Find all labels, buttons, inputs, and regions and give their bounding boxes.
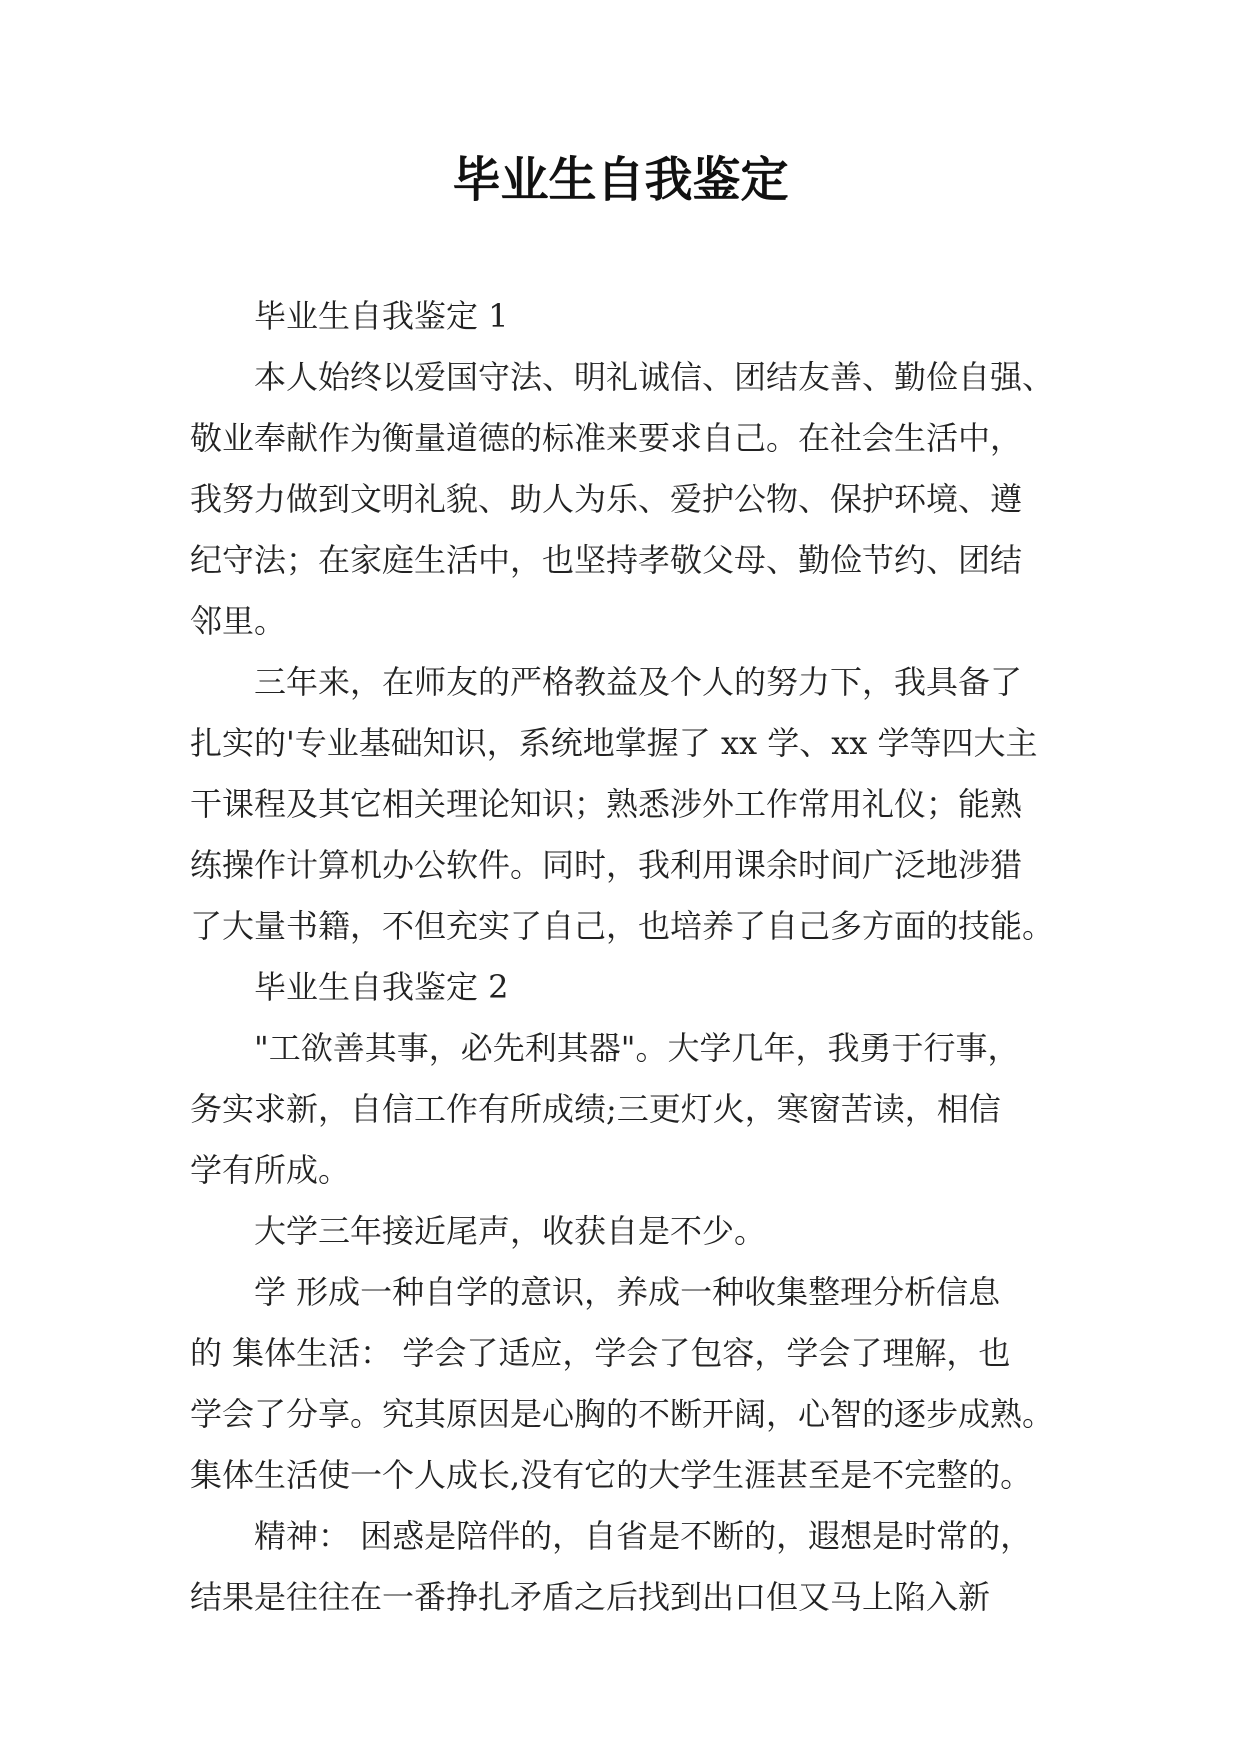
paragraph-line: 的 集体生活： 学会了适应，学会了包容，学会了理解，也 — [190, 1334, 1011, 1372]
paragraph-line: 集体生活使一个人成长,没有它的大学生涯甚至是不完整的。 — [190, 1456, 1033, 1494]
paragraph-line: 了大量书籍，不但充实了自己，也培养了自己多方面的技能。 — [190, 907, 1055, 945]
paragraph-line: 务实求新，自信工作有所成绩;三更灯火，寒窗苦读，相信 — [190, 1090, 1001, 1128]
section-heading-2: 毕业生自我鉴定 2 — [254, 968, 509, 1006]
paragraph-line: 精神： 困惑是陪伴的，自省是不断的，遐想是时常的， — [254, 1517, 1033, 1555]
document-title: 毕业生自我鉴定 — [452, 152, 789, 208]
paragraph-line: 三年来，在师友的严格教益及个人的努力下，我具备了 — [254, 663, 1023, 701]
paragraph-line: 邻里。 — [190, 602, 287, 640]
paragraph-line: 大学三年接近尾声，收获自是不少。 — [254, 1212, 767, 1250]
paragraph-line: 学会了分享。究其原因是心胸的不断开阔，心智的逐步成熟。 — [190, 1395, 1055, 1433]
document-body — [190, 286, 1060, 1628]
paragraph-line: 学有所成。 — [190, 1151, 351, 1189]
paragraph-line: 练操作计算机办公软件。同时，我利用课余时间广泛地涉猎 — [190, 846, 1023, 884]
paragraph-line: 我努力做到文明礼貌、助人为乐、爱护公物、保护环境、遵 — [190, 480, 1023, 518]
paragraph-line: 结果是往往在一番挣扎矛盾之后找到出口但又马上陷入新 — [190, 1578, 991, 1616]
paragraph-line: 敬业奉献作为衡量道德的标准来要求自己。在社会生活中， — [190, 419, 1023, 457]
paragraph-line: "工欲善其事，必先利其器"。大学几年，我勇于行事， — [254, 1029, 1020, 1067]
section-heading-1: 毕业生自我鉴定 1 — [254, 297, 509, 335]
paragraph-line: 干课程及其它相关理论知识；熟悉涉外工作常用礼仪；能熟 — [190, 785, 1023, 823]
paragraph-line: 纪守法；在家庭生活中，也坚持孝敬父母、勤俭节约、团结 — [190, 541, 1023, 579]
paragraph-line: 扎实的'专业基础知识，系统地掌握了 xx 学、xx 学等四大主 — [190, 724, 1038, 762]
paragraph-line: 本人始终以爱国守法、明礼诚信、团结友善、勤俭自强、 — [254, 358, 1055, 396]
paragraph-line: 学 形成一种自学的意识，养成一种收集整理分析信息 — [254, 1273, 1001, 1311]
